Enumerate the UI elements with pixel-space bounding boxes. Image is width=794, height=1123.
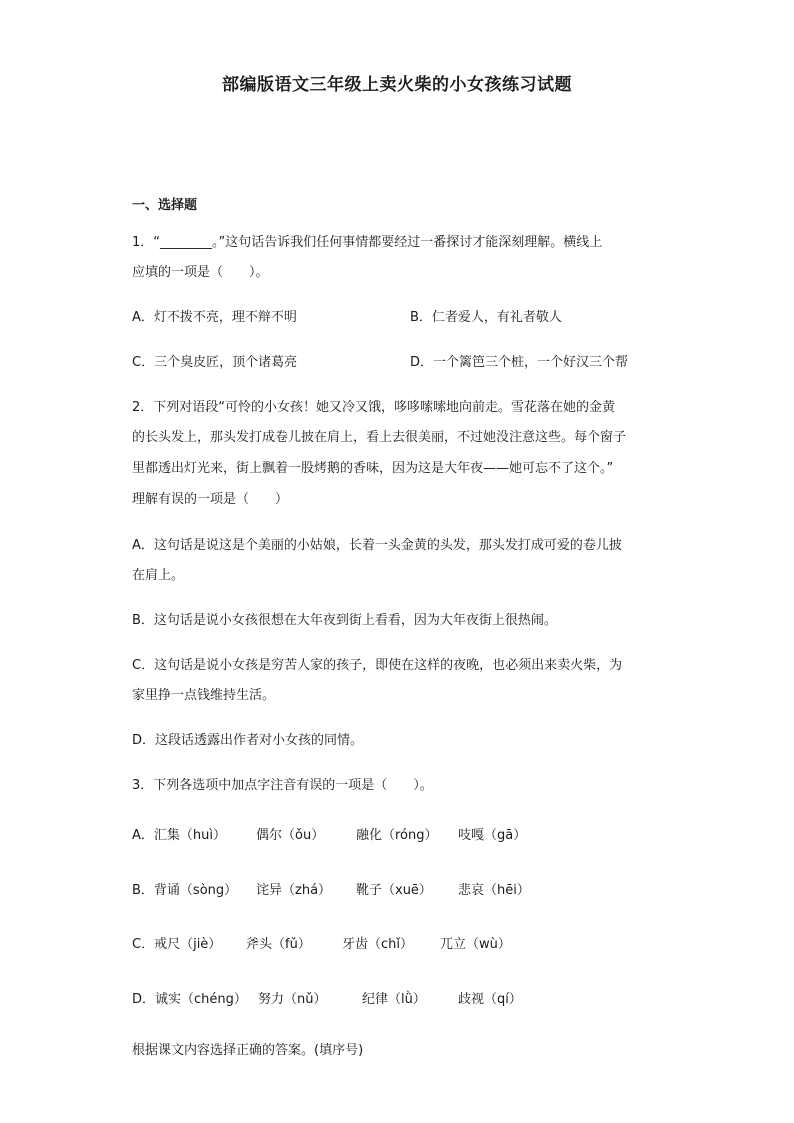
q3-c-item-4: 兀立（wù） [440,937,511,952]
q3-option-d [132,991,522,1009]
q1-stem-line1: 1．“________。”这句话告诉我们任何事情都要经过一番探讨才能深刻理解。横线上 [132,235,603,250]
q3-c-item-2: 斧头（fǔ） [246,937,311,952]
q1-option-a: A．灯不拨不亮，理不辩不明 [132,310,297,325]
q3-a-item-3: 融化（róng） [356,828,438,843]
q3-a-item-4: 吱嘎（gā） [458,828,527,843]
q3-option-b [132,882,530,900]
q2-option-a-line2: 在肩上。 [132,568,185,583]
q3-d-item-3: 纪律（lǜ） [362,992,426,1007]
q3-b-item-3: 靴子（xuē） [356,883,432,898]
q2-option-d: D．这段话透露出作者对小女孩的同情。 [132,733,364,748]
q2-option-c-line2: 家里挣一点钱维持生活。 [132,688,276,703]
q3-option-a [132,827,526,845]
q1-option-d: D．一个篱笆三个桩，一个好汉三个帮 [410,355,629,370]
q2-option-c-line1: C．这句话是说小女孩是穷苦人家的孩子，即使在这样的夜晚，也必须出来卖火柴，为 [132,658,623,673]
q3-c-item-3: 牙齿（chǐ） [342,937,413,952]
q2-option-b: B．这句话是说小女孩很想在大年夜到街上看看，因为大年夜街上很热闹。 [132,613,557,628]
q3-d-item-2: 努力（nǔ） [258,992,327,1007]
page-title: 部编版语文三年级上卖火柴的小女孩练习试题 [222,75,572,95]
q1-option-b: B．仁者爱人，有礼者敬人 [410,310,562,325]
q3-b-item-1: B．背诵（sòng） [132,883,238,898]
q3-c-item-1: C．戒尺（jiè） [132,937,222,952]
q1-option-c: C．三个臭皮匠，顶个诸葛亮 [132,355,298,370]
q2-stem-line3: 里都透出灯光来，街上飘着一股烤鹅的香味，因为这是大年夜——她可忘不了这个。” [132,461,614,476]
q3-d-item-4: 歧视（qí） [458,992,522,1007]
q3-b-item-2: 诧异（zhá） [256,883,332,898]
q3-b-item-4: 悲哀（hēi） [458,883,530,898]
q3-a-item-1: A．汇集（huì） [132,828,226,843]
section-heading: 一、选择题 [132,198,198,213]
q3-a-item-2: 偶尔（ǒu） [256,828,325,843]
q2-stem-line2: 的长头发上，那头发打成卷儿披在肩上，看上去很美丽，不过她没注意这些。每个窗子 [132,430,627,445]
q3-option-c [132,936,511,954]
q2-option-a-line1: A．这句话是说这是个美丽的小姑娘，长着一头金黄的头发，那头发打成可爱的卷儿披 [132,538,622,553]
q3-d-item-1: D．诚实（chéng） [132,992,247,1007]
q3-stem: 3．下列各选项中加点字注音有误的一项是（ ）。 [132,778,433,793]
q2-stem-line4: 理解有误的一项是（ ） [132,492,289,507]
q1-stem-line2: 应填的一项是（ ）。 [132,265,269,280]
instruction-line: 根据课文内容选择正确的答案。(填序号) [132,1043,364,1058]
q2-stem-line1: 2．下列对语段“可怜的小女孩！她又冷又饿，哆哆嗦嗦地向前走。雪花落在她的金黄 [132,400,616,415]
